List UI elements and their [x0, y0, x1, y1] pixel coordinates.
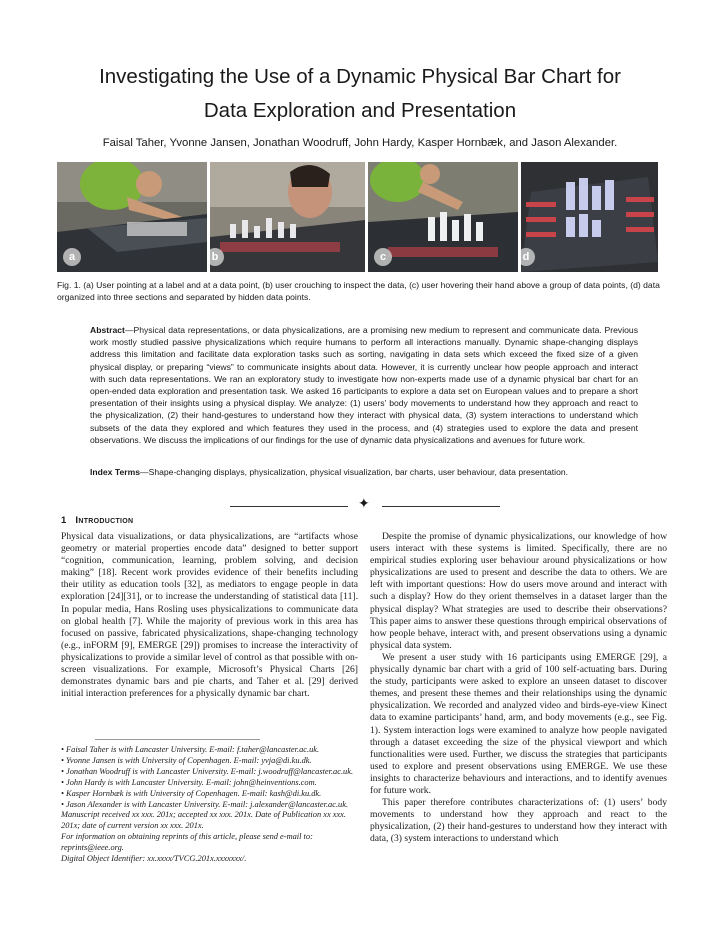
footnote-doi: Digital Object Identifier: xx.xxxx/TVCG.201x.xxxxxxx/. — [61, 854, 247, 864]
footnote-affiliation-1: • Faisal Taher is with Lancaster University. E-mail: f.taher@lancaster.ac.uk. — [61, 745, 320, 754]
section-divider — [230, 496, 500, 512]
intro-paragraph-4: This paper therefore contributes characterizations of: (1) users’ body movements to understand how they approach and react to the physicalization, (2) their hand-gestures to understand how they interact with data, (3) system interactions to understand which — [370, 797, 667, 845]
teaser-photo-b — [210, 162, 365, 272]
footnote-affiliation-6: • Jason Alexander is with Lancaster University. E-mail: j.alexander@lancaster.ac.uk. — [61, 799, 349, 809]
paper-title-line-1: Investigating the Use of a Dynamic Physical Bar Chart for — [99, 65, 621, 88]
teaser-photo-d — [521, 162, 658, 272]
abstract-text: —Physical data representations, or data physicalizations, are a promising new medium to represent and communicate data. Previous work mostly studied passive physicalizations which require humans to perform all interactions manually. Dynamic shape-changing displays address this limitation and facilitate data exploration tasks such as sorting, navigating in data sets which exceed the fixed size of a given physical display, or preparing “views” to communicate insights about data. However, it is currently unclear how people approach and interact with such data representations. We ran an exploratory study to investigate how non-experts made use of a dynamic physical bar chart for an open-ended data exploration and presentation task. We asked 16 participants to explore a data set on European values and to prepare a short presentation of their insights using a physical display. We analyze: (1) users’ body movements to understand how they approach and react to the physicalization, (2) their hand-gestures to understand how they interact with physical data, (3) system interactions to understand which subsets of the data they explored and which features they used in the process, and (4) strategies used to explore the data and present observations. We discuss the implications of our findings for the use of dynamic data physicalizations and avenues for future work. — [90, 325, 638, 445]
teaser-photo-c — [368, 162, 518, 272]
footnote-manuscript: Manuscript received xx xxx. 201x; accepted xx xxx. 201x. Date of Publication xx xxx. 201x; date of current version xx xxx. 201x. — [61, 810, 346, 831]
teaser-label-d: d — [521, 248, 535, 266]
teaser-label-a: a — [63, 248, 81, 266]
index-terms-text: —Shape-changing displays, physicalization, physical visualization, bar charts, user behaviour, data presentation. — [140, 467, 569, 477]
figure-caption: Fig. 1. (a) User pointing at a label and at a data point, (b) user crouching to inspect the data, (c) user hovering their hand above a group of data points, (d) data organized into three sections and separated by hidden data points. — [57, 280, 660, 302]
intro-paragraph-2: Despite the promise of dynamic physicalizations, our knowledge of how users interact with these systems is limited. Specifically, there are no empirical studies exploring user behaviour around physicalizations or how physicalizations are used to present and describe the data to others. We are left with important questions: How do users move around and interact with such a display? How do they orient themselves in a dataset larger than the physical display? What strategies are used to describe their observations? This paper aims to answer these questions through empirical observations of how people behave, interact with, and present observations using a dynamic physical data system. — [370, 531, 667, 651]
footnote-reprints: For information on obtaining reprints of this article, please send e-mail to: reprints@ieee.org. — [61, 832, 313, 853]
footnotes — [61, 745, 358, 865]
index-terms — [90, 466, 638, 478]
teaser-label-c: c — [374, 248, 392, 266]
teaser-photo-a — [57, 162, 207, 272]
teaser-label-b: b — [210, 248, 224, 266]
divider-star-icon: ✦ — [358, 496, 370, 512]
abstract — [90, 324, 638, 446]
footnote-affiliation-5: • Kasper Hornbæk is with University of Copenhagen. E-mail: kash@di.ku.dk. — [61, 788, 322, 798]
index-terms-label: Index Terms — [90, 467, 140, 477]
section-title: Introduction — [75, 515, 134, 526]
abstract-label: Abstract — [90, 325, 125, 335]
intro-paragraph-3: We present a user study with 16 participants using EMERGE [29], a physically dynamic bar chart with a grid of 100 self-actuating bars. During the study, participants were asked to explore an unseen dataset to discover themes, and present these themes and their relationships using the dynamic physicalization. We recorded and analyzed video and birds-eye-view Kinect data to examine participants’ hand, arm, and body movements (e.g., see Fig. 1). System interaction logs were examined to analyze how people navigated through a dataset exceeding the size of the physical viewport and which functionalities were used. Further, we discuss the strategies that participants used to explore and present observations using EMERGE. We use these insights to characterize behaviours and interactions, and to identify avenues for future work. — [370, 651, 667, 796]
footnote-rule — [95, 739, 260, 740]
author-list: Faisal Taher, Yvonne Jansen, Jonathan Woodruff, John Hardy, Kasper Hornbæk, and Jason Alexander. — [102, 137, 618, 149]
paper-title-line-2: Data Exploration and Presentation — [203, 99, 517, 122]
footnote-affiliation-3: • Jonathan Woodruff is with Lancaster University. E-mail: j.woodruff@lancaster.ac.uk. — [61, 766, 354, 776]
section-heading — [61, 515, 133, 526]
footnote-affiliation-4: • John Hardy is with Lancaster University. E-mail: john@heinventions.com. — [61, 777, 317, 787]
right-column — [370, 531, 667, 845]
footnote-affiliation-2: • Yvonne Jansen is with University of Copenhagen. E-mail: yvja@di.ku.dk. — [61, 755, 312, 765]
left-column — [61, 531, 358, 700]
intro-paragraph-1: Physical data visualizations, or data physicalizations, are “artifacts whose geometry or material properties encode data” designed to better support “cognition, communication, learning, problem solving, and decision making” [18]. Recent work provides evidence of their benefits including their utility as education tools [32], as mediators to engage people in data exploration [24][31], or to increase the understanding of statistical data [11]. In popular media, Hans Rosling uses physicalizations to communicate data on global health [7]. While the majority of previous work in this area has focused on passive, fabricated physicalizations, shape-changing technology (e.g., inFORM [9], EMERGE [29]) promises to increase the interactivity of physicalizations to provide a similar level of control as that possible with on-screen visualizations. For example, Microsoft’s Physical Charts [26] demonstrates dynamic bars and pie charts, and Taher et al. [29] derived initial interaction preferences for a physically dynamic bar chart. — [61, 531, 358, 700]
section-number: 1 — [61, 515, 67, 526]
